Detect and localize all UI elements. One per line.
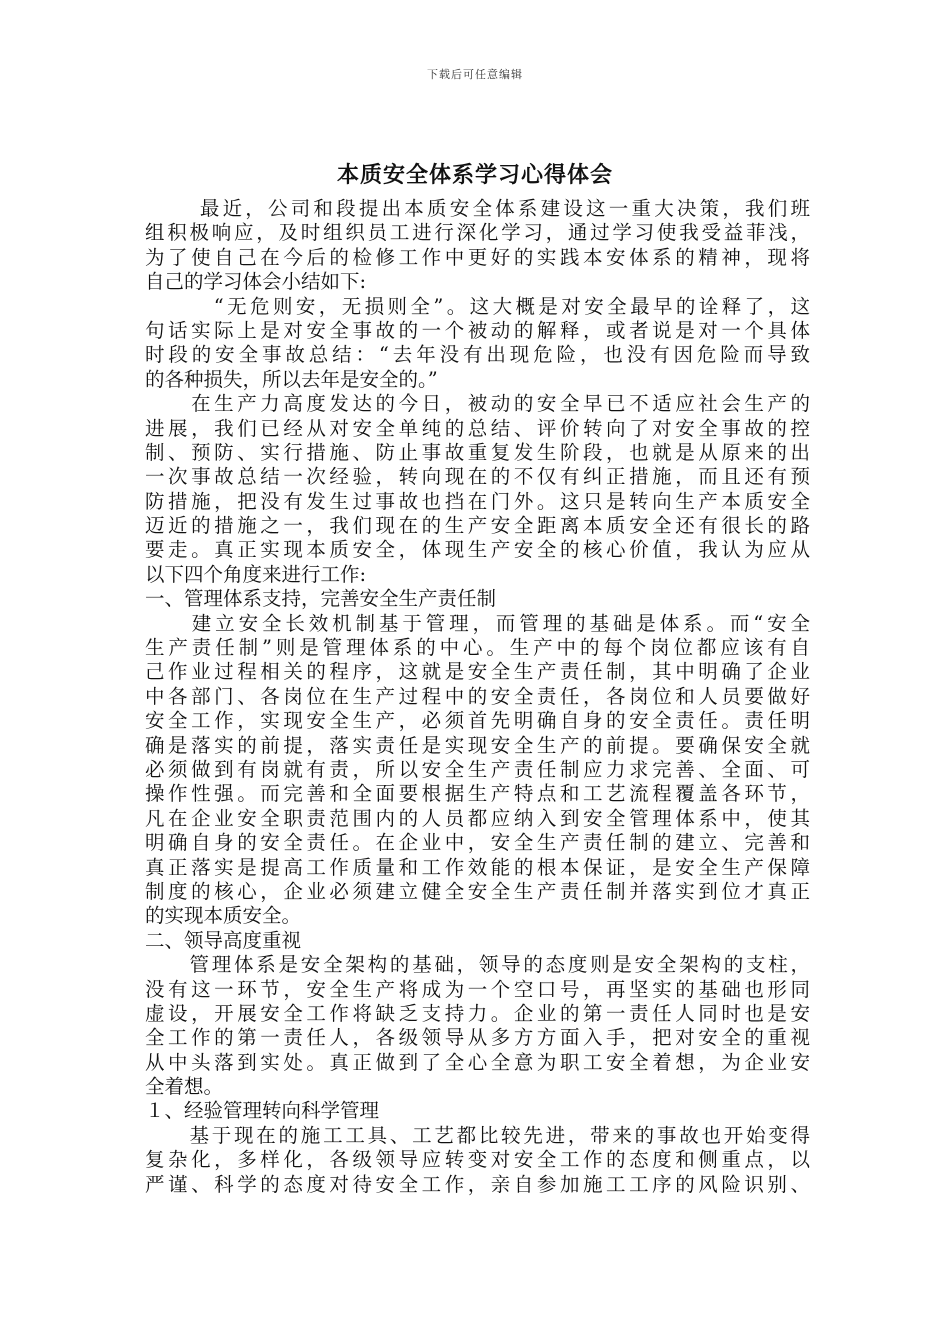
text-line: 己作业过程相关的程序，这就是安全生产责任制，其中明确了企业 — [145, 660, 810, 684]
text-line: 的实现本质安全。 — [145, 904, 302, 928]
text-line: 建立安全长效机制基于管理，而管理的基础是体系。而“安全 — [145, 611, 810, 635]
text-line: 的各种损失，所以去年是安全的。” — [145, 367, 438, 391]
text-line: 组积极响应，及时组织员工进行深化学习，通过学习使我受益菲浅， — [145, 221, 810, 245]
text-line: 生产责任制”则是管理体系的中心。生产中的每个岗位都应该有自 — [145, 636, 810, 660]
text-line: 句话实际上是对安全事故的一个被动的解释，或者说是对一个具体 — [145, 318, 810, 342]
text-line: 制度的核心，企业必须建立健全安全生产责任制并落实到位才真正 — [145, 879, 810, 903]
text-line: 基于现在的施工工具、工艺都比较先进，带来的事故也开始变得 — [145, 1123, 810, 1147]
text-line: 全工作的第一责任人，各级领导从多方方面入手，把对安全的重视 — [145, 1026, 810, 1050]
text-line: 安全工作，实现安全生产，必须首先明确自身的安全责任。责任明 — [145, 709, 810, 733]
text-line: 全着想。 — [145, 1075, 224, 1099]
text-line: 时段的安全事故总结：“去年没有出现危险，也没有因危险而导致 — [145, 343, 810, 367]
text-line: 二、领导高度重视 — [145, 928, 302, 952]
text-line: 明确自身的安全责任。在企业中，安全生产责任制的建立、完善和 — [145, 831, 810, 855]
text-line: １、经验管理转向科学管理 — [145, 1099, 380, 1123]
text-line: 防措施，把没有发生过事故也挡在门外。这只是转向生产本质安全 — [145, 489, 810, 513]
text-line: 一、管理体系支持，完善安全生产责任制 — [145, 587, 497, 611]
text-line: 以下四个角度来进行工作: — [145, 562, 367, 586]
text-line: 中各部门、各岗位在生产过程中的安全责任，各岗位和人员要做好 — [145, 684, 810, 708]
text-line: 一次事故总结一次经验，转向现在的不仅有纠正措施，而且还有预 — [145, 465, 810, 489]
text-line: 必须做到有岗就有责，所以安全生产责任制应力求完善、全面、可 — [145, 757, 810, 781]
document-body — [145, 197, 810, 1197]
text-line: 操作性强。而完善和全面要根据生产特点和工艺流程覆盖各环节， — [145, 782, 810, 806]
text-line: 管理体系是安全架构的基础，领导的态度则是安全架构的支柱， — [145, 953, 810, 977]
text-line: 最近，公司和段提出本质安全体系建设这一重大决策，我们班 — [145, 197, 810, 220]
text-line: 要走。真正实现本质安全，体现生产安全的核心价值，我认为应从 — [145, 538, 810, 562]
text-line: 从中头落到实处。真正做到了全心全意为职工安全着想，为企业安 — [145, 1050, 810, 1074]
text-line: 进展，我们已经从对安全单纯的总结、评价转向了对安全事故的控 — [145, 416, 810, 440]
text-line: 制、预防、实行措施、防止事故重复发生阶段，也就是从原来的出 — [145, 440, 810, 464]
document-title: 本质安全体系学习心得体会 — [336, 163, 613, 188]
header-note: 下载后可任意编辑 — [427, 68, 523, 81]
text-line: 真正落实是提高工作质量和工作效能的根本保证，是安全生产保障 — [145, 855, 810, 879]
text-line: “无危则安，无损则全”。这大概是对安全最早的诠释了，这 — [145, 294, 810, 318]
text-line: 虚设，开展安全工作将缺乏支持力。企业的第一责任人同时也是安 — [145, 1001, 810, 1025]
text-line: 凡在企业安全职责范围内的人员都应纳入到安全管理体系中，使其 — [145, 806, 810, 830]
text-line: 严谨、科学的态度对待安全工作，亲自参加施工工序的风险识别、 — [145, 1172, 810, 1196]
text-line: 迈近的措施之一，我们现在的生产安全距离本质安全还有很长的路 — [145, 514, 810, 538]
text-line: 自己的学习体会小结如下: — [145, 270, 367, 294]
text-line: 没有这一环节，安全生产将成为一个空口号，再坚实的基础也形同 — [145, 977, 810, 1001]
text-line: 为了使自己在今后的检修工作中更好的实践本安体系的精神，现将 — [145, 245, 810, 269]
text-line: 在生产力高度发达的今日，被动的安全早已不适应社会生产的 — [145, 392, 810, 416]
text-line: 确是落实的前提，落实责任是实现安全生产的前提。要确保安全就 — [145, 733, 810, 757]
text-line: 复杂化，多样化，各级领导应转变对安全工作的态度和侧重点，以 — [145, 1148, 810, 1172]
